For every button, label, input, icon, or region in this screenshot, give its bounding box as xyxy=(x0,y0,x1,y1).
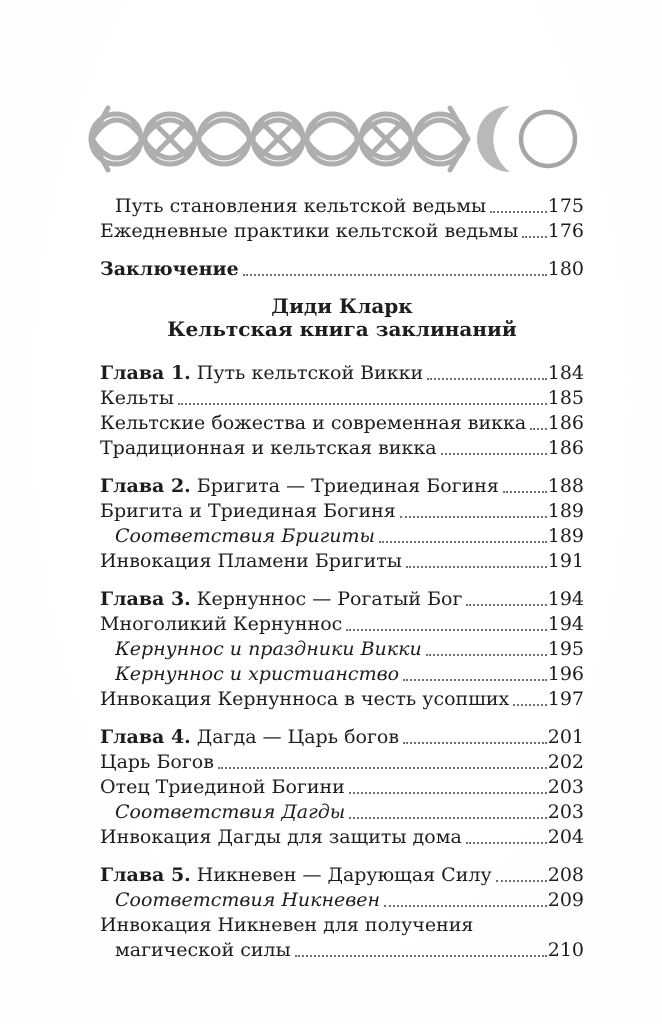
entry-title: Кернуннос и христианство xyxy=(115,663,400,685)
page-number: 196 xyxy=(547,663,584,685)
entry-title: Кернуннос и праздники Викки xyxy=(115,638,422,660)
chapter-label: Глава 5. xyxy=(100,864,191,886)
dot-leader xyxy=(513,704,546,706)
chapter-label: Глава 2. xyxy=(100,475,191,497)
toc-group xyxy=(100,194,584,244)
toc-entry xyxy=(100,524,584,549)
page-number: 176 xyxy=(547,220,584,242)
page-number: 175 xyxy=(547,195,584,217)
dot-leader xyxy=(522,236,546,238)
dot-leader xyxy=(466,842,547,844)
page-number: 194 xyxy=(547,588,584,610)
toc-entry xyxy=(100,549,584,574)
entry-title: Царь Богов xyxy=(100,751,214,773)
entry-title: Дагда — Царь богов xyxy=(196,726,400,748)
table-of-contents xyxy=(100,194,584,976)
toc-entry xyxy=(100,775,584,800)
toc-entry xyxy=(100,800,584,825)
page-number: 194 xyxy=(547,613,584,635)
toc-group xyxy=(100,361,584,461)
dot-leader xyxy=(441,453,547,455)
toc-entry xyxy=(100,687,584,712)
toc-entry xyxy=(100,825,584,850)
toc-entry xyxy=(100,436,584,461)
dot-leader xyxy=(349,792,547,794)
page-number: 197 xyxy=(547,688,584,710)
chapter-label: Глава 3. xyxy=(100,588,191,610)
page-number: 189 xyxy=(547,525,584,547)
dot-leader xyxy=(400,516,547,518)
dot-leader xyxy=(406,566,547,568)
dot-leader xyxy=(490,211,547,213)
book-author: Диди Кларк xyxy=(271,294,413,318)
book-heading xyxy=(100,295,584,341)
toc-entry xyxy=(100,913,584,938)
dot-leader xyxy=(243,274,547,276)
toc-entry xyxy=(100,361,584,386)
toc-entry xyxy=(100,750,584,775)
toc-entry xyxy=(100,194,584,219)
dot-leader xyxy=(503,491,547,493)
dot-leader xyxy=(466,604,546,606)
crescent-moon-icon xyxy=(477,106,510,172)
entry-title: Путь становления кельтской ведьмы xyxy=(115,195,487,217)
toc-group xyxy=(100,863,584,963)
toc-group xyxy=(100,587,584,712)
toc-entry xyxy=(100,474,584,499)
entry-title: Соответствия Бригиты xyxy=(115,525,376,547)
dot-leader xyxy=(218,767,547,769)
toc-entry xyxy=(100,662,584,687)
toc-entry xyxy=(100,888,584,913)
entry-title: Отец Триединой Богини xyxy=(100,776,345,798)
page-number: 185 xyxy=(547,387,584,409)
entry-title: Никневен — Дарующая Силу xyxy=(196,864,492,886)
page-number: 209 xyxy=(547,889,584,911)
entry-title: Соответствия Дагды xyxy=(115,801,346,823)
toc-entry xyxy=(100,612,584,637)
dot-leader xyxy=(426,654,547,656)
entry-title: Соответствия Никневен xyxy=(115,889,381,911)
dot-leader xyxy=(346,629,546,631)
dot-leader xyxy=(178,403,547,405)
page-number: 203 xyxy=(547,801,584,823)
toc-entry xyxy=(100,257,584,282)
page-number: 186 xyxy=(547,437,584,459)
dot-leader xyxy=(349,817,547,819)
entry-title: Бригита и Триединая Богиня xyxy=(100,500,396,522)
page-number: 210 xyxy=(547,939,584,961)
celtic-knot-band-icon xyxy=(86,96,578,182)
dot-leader xyxy=(403,679,547,681)
toc-entry xyxy=(100,411,584,436)
book-title: Кельтская книга заклинаний xyxy=(167,317,517,341)
full-circle-icon xyxy=(521,112,575,166)
dot-leader xyxy=(496,880,547,882)
entry-title: Ежедневные практики кельтской ведьмы xyxy=(100,220,519,242)
toc-entry xyxy=(100,863,584,888)
page-number: 180 xyxy=(547,258,584,280)
entry-title: Кельты xyxy=(100,387,174,409)
entry-title: Инвокация Пламени Бригиты xyxy=(100,550,402,572)
dot-leader xyxy=(530,428,547,430)
page-number: 191 xyxy=(547,550,584,572)
entry-title: Путь кельтской Викки xyxy=(196,362,424,384)
toc-entry xyxy=(100,637,584,662)
toc-group xyxy=(100,474,584,574)
entry-title: магической силы xyxy=(115,939,291,961)
dot-leader xyxy=(379,541,547,543)
entry-title: Бригита — Триединая Богиня xyxy=(196,475,499,497)
toc-entry xyxy=(100,386,584,411)
page-number: 202 xyxy=(547,751,584,773)
chapter-label: Глава 4. xyxy=(100,726,191,748)
toc-entry xyxy=(100,219,584,244)
dot-leader xyxy=(427,378,547,380)
page-number: 203 xyxy=(547,776,584,798)
page-number: 189 xyxy=(547,500,584,522)
entry-title: Традиционная и кельтская викка xyxy=(100,437,437,459)
entry-title: Заключение xyxy=(100,258,239,280)
entry-title: Многоликий Кернуннос xyxy=(100,613,343,635)
toc-entry xyxy=(100,725,584,750)
chapter-label: Глава 1. xyxy=(100,362,191,384)
page-number: 184 xyxy=(547,362,584,384)
page-number: 204 xyxy=(547,826,584,848)
toc-group xyxy=(100,725,584,850)
page-number: 188 xyxy=(547,475,584,497)
page-number: 208 xyxy=(547,864,584,886)
toc-entry xyxy=(100,938,584,963)
entry-title: Инвокация Кернунноса в честь усопших xyxy=(100,688,510,710)
entry-title: Инвокация Дагды для защиты дома xyxy=(100,826,462,848)
toc-group xyxy=(100,257,584,282)
entry-title: Инвокация Никневен для получения xyxy=(100,914,474,936)
page-number: 201 xyxy=(547,726,584,748)
page-number: 186 xyxy=(547,412,584,434)
toc-entry xyxy=(100,499,584,524)
dot-leader xyxy=(384,905,547,907)
entry-title: Кернуннос — Рогатый Бог xyxy=(196,588,463,610)
dot-leader xyxy=(403,742,547,744)
toc-entry xyxy=(100,587,584,612)
dot-leader xyxy=(295,955,547,957)
entry-title: Кельтские божества и современная викка xyxy=(100,412,527,434)
page-number: 195 xyxy=(547,638,584,660)
